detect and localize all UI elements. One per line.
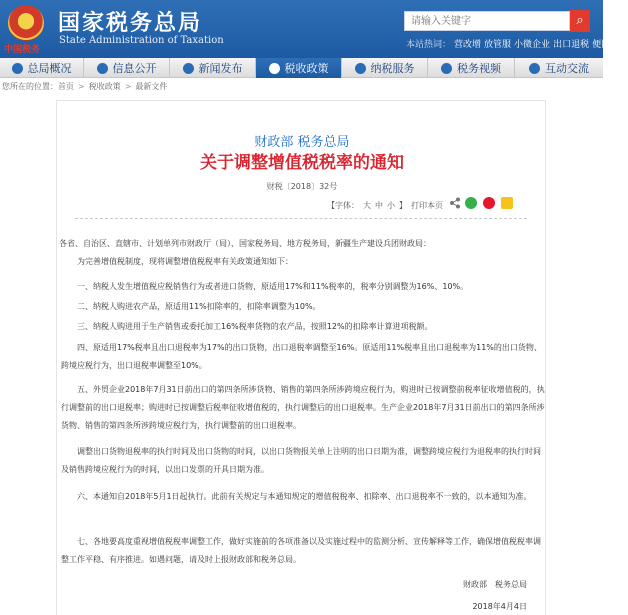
font-large-button[interactable]: 大 (363, 201, 371, 210)
nav-item-label: 税收政策 (284, 62, 329, 75)
article-container (56, 100, 546, 615)
nav-item-interact[interactable] (515, 58, 603, 78)
national-emblem-icon[interactable] (8, 5, 44, 41)
breadcrumb-latest[interactable]: 最新文件 (135, 82, 168, 91)
breadcrumb-separator: > (78, 82, 85, 91)
emblem-text: 中国税务 (4, 45, 41, 55)
font-size-label: 【字体： (327, 201, 359, 210)
clause-7: 七、各地要高度重视增值税税率调整工作，做好实施前的各项准备以及实施过程中的监测分析、宣传解释等工作，确保增值税税率调整工作平稳、有序推进。如遇问题，请及时上报财政部和税务总局。 (61, 537, 541, 564)
signature-org: 财政部 税务总局 (463, 580, 527, 589)
news-icon (183, 63, 194, 74)
breadcrumb (2, 81, 167, 92)
nav-item-label: 信息公开 (112, 62, 157, 75)
share-icon[interactable] (449, 197, 461, 209)
site-header (0, 0, 628, 58)
search-input[interactable] (404, 11, 570, 31)
font-medium-button[interactable]: 中 (375, 201, 383, 210)
hot-word-link[interactable]: 放管服 (484, 40, 512, 50)
building-icon (12, 63, 23, 74)
nav-item-label: 纳税服务 (370, 62, 415, 75)
hot-words-label: 本站热词： (406, 40, 452, 50)
favorite-star-icon[interactable] (501, 197, 513, 209)
site-title[interactable]: 国家税务总局 (58, 11, 203, 36)
issuing-org: 财政部 税务总局 (254, 135, 350, 150)
wechat-icon[interactable] (465, 197, 477, 209)
search-icon: ⌕ (576, 13, 584, 28)
document-number: 财税〔2018〕32号 (266, 182, 338, 191)
clause-4: 四、原适用17%税率且出口退税率为17%的出口货物，出口退税率调整至16%。原适用11%税率且出口退税率为11%的出口货物、跨境应税行为，出口退税率调整至10%。 (61, 343, 542, 370)
addressee: 各省、自治区、直辖市、计划单列市财政厅（局）、国家税务局、地方税务局，新疆生产建设兵团财政局： (59, 239, 431, 248)
font-size-close: 】 (399, 201, 407, 210)
nav-item-label: 总局概况 (27, 62, 72, 75)
nav-item-service[interactable] (342, 58, 428, 78)
weibo-icon[interactable] (483, 197, 495, 209)
site-subtitle: State Administration of Taxation (59, 35, 224, 46)
clause-2: 二、纳税人购进农产品，原适用11%扣除率的，扣除率调整为10%。 (77, 302, 321, 311)
hot-word-link[interactable]: 营改增 (454, 40, 482, 50)
breadcrumb-separator: > (124, 82, 132, 91)
nav-item-video[interactable] (428, 58, 515, 78)
print-button[interactable]: 打印本页 (411, 201, 443, 210)
nav-item-overview[interactable] (0, 58, 84, 78)
nav-item-label: 税务视频 (457, 62, 501, 75)
video-icon (441, 63, 452, 74)
breadcrumb-home[interactable]: 首页 (58, 82, 74, 91)
policy-icon (269, 63, 280, 74)
service-icon (355, 63, 366, 74)
hot-word-link[interactable]: 出口退税 (553, 40, 590, 50)
clause-5b: 调整出口货物退税率的执行时间及出口货物的时间，以出口货物报关单上注明的出口日期为准，调整跨境应税行为退税率的执行时间及销售跨境应税行为的时间，以出口发票的开具日期为准。 (61, 447, 541, 474)
nav-item-label: 新闻发布 (198, 62, 243, 75)
divider (75, 218, 527, 219)
clause-5a: 五、外贸企业2018年7月31日前出口的第四条所涉货物、销售的第四条所涉跨境应税行为，购进时已按调整前税率征收增值税的，执行调整前的出口退税率；购进时已按调整后税率征收增值税的，执行调整后的出口退税率。生产企业2018年7月31日前出口的第四条所涉货物、销售的第四条所涉跨境应税行为，执行调整前的出口退税率。 (61, 385, 545, 430)
nav-item-label: 互动交流 (545, 62, 589, 75)
article-tools (327, 200, 447, 211)
hot-word-link[interactable]: 小微企业 (514, 40, 551, 50)
nav-item-policy[interactable] (256, 58, 342, 78)
clause-1: 一、纳税人发生增值税应税销售行为或者进口货物，原适用17%和11%税率的，税率分别调整为16%、10%。 (77, 282, 469, 291)
signature-date: 2018年4月4日 (472, 602, 527, 611)
search-button[interactable] (570, 10, 590, 32)
nav-item-news[interactable] (170, 58, 256, 78)
article-title: 关于调整增值税税率的通知 (200, 153, 404, 173)
clause-6: 六、本通知自2018年5月1日起执行。此前有关规定与本通知规定的增值税税率、扣除率、出口退税率不一致的，以本通知为准。 (77, 492, 532, 501)
info-icon (97, 63, 108, 74)
chat-icon (529, 63, 540, 74)
intro-paragraph: 为完善增值税制度，现将调整增值税税率有关政策通知如下： (77, 257, 293, 266)
nav-item-info[interactable] (84, 58, 170, 78)
breadcrumb-label: 您所在的位置： (2, 82, 58, 91)
hot-word-link[interactable]: 便民服务 (592, 40, 628, 50)
hot-words (406, 37, 628, 50)
breadcrumb-policy[interactable]: 税收政策 (88, 82, 121, 91)
font-small-button[interactable]: 小 (387, 201, 395, 210)
clause-3: 三、纳税人购进用于生产销售或委托加工16%税率货物的农产品，按照12%的扣除率计算进项税额。 (77, 322, 433, 331)
main-nav (0, 58, 603, 78)
